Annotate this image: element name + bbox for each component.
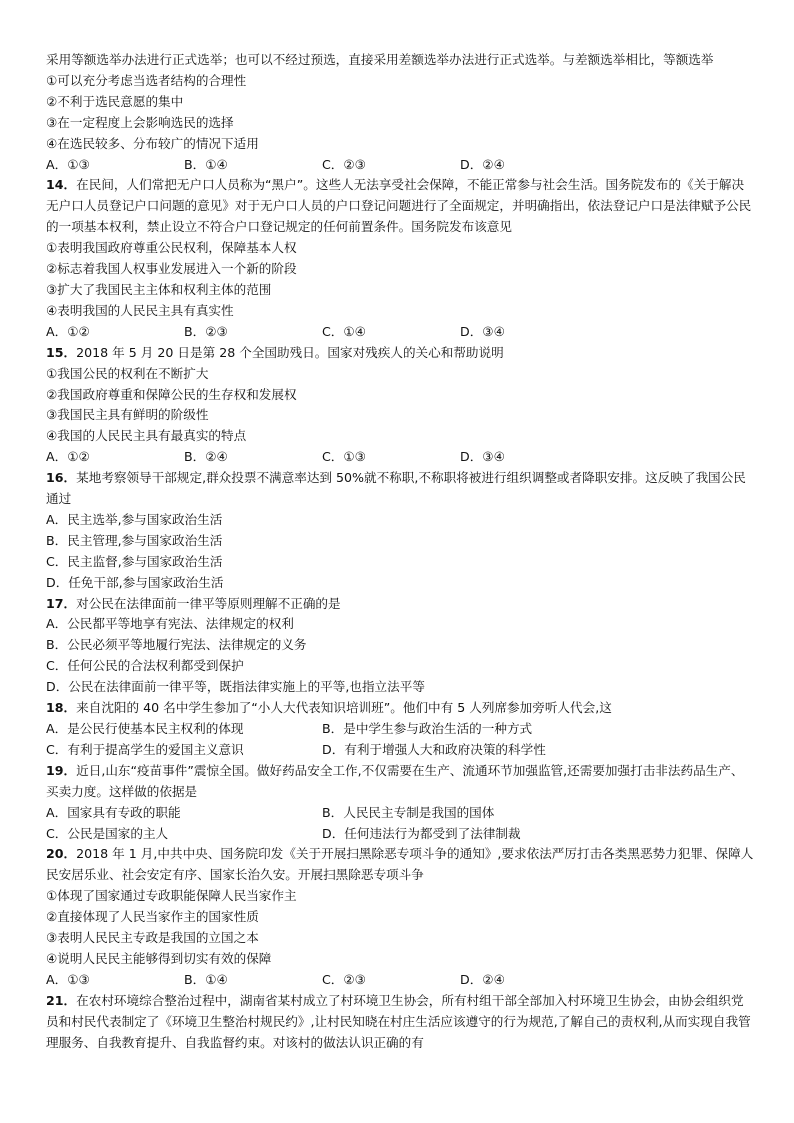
statement-2: ②我国政府尊重和保障公民的生存权和发展权 [46, 386, 297, 402]
option-a: A．①② [46, 449, 90, 465]
question-21 [46, 991, 756, 1054]
question-stem: 某地考察领导干部规定,群众投票不满意率达到 50%就不称职,不称职将被进行组织调整或者降职安排。这反映了我国公民通过 [46, 470, 746, 507]
answer-options [46, 155, 756, 176]
question-20 [46, 844, 756, 886]
option-c: C．①③ [322, 449, 366, 465]
question-stem: 在民间，人们常把无户口人员称为“黑户”。这些人无法享受社会保障，不能正常参与社会生活。国务院发布的《关于解决无户口人员登记户口问题的意见》对于无户口人员的户口登记问题进行了全面规定，并明确指出，依法登记户口是法律赋予公民的一项基本权利，禁止设立不符合户口登记规定的任何前置条件。国务院发布该意见 [46, 177, 752, 235]
option-c: C．②③ [322, 971, 366, 987]
option-b: B．①④ [184, 156, 228, 172]
option-c: C．民主监督,参与国家政治生活 [46, 553, 223, 569]
statement-4: ④我国的人民民主具有最真实的特点 [46, 428, 247, 444]
option-b: B．②④ [184, 449, 228, 465]
option-b: B．①④ [184, 971, 228, 987]
statement-1: ①可以充分考虑当选者结构的合理性 [46, 72, 247, 88]
option-c: C．任何公民的合法权利都受到保护 [46, 658, 244, 674]
statement-2: ②不利于选民意愿的集中 [46, 93, 184, 109]
option-a: A．①③ [46, 156, 90, 172]
option-a: A．国家具有专政的职能 [46, 804, 181, 820]
question-14 [46, 175, 756, 238]
option-a: A．民主选举,参与国家政治生活 [46, 511, 223, 527]
question-number: 18． [46, 700, 77, 716]
question-stem: 近日,山东“疫苗事件”震惊全国。做好药品安全工作,不仅需要在生产、流通环节加强监管,还需要加强打击非法药品生产、买卖力度。这样做的依据是 [46, 762, 744, 799]
statement-3: ③表明人民民主专政是我国的立国之本 [46, 930, 259, 946]
question-number: 14． [46, 177, 77, 193]
answer-options-row-1 [46, 719, 756, 740]
option-b: B．②③ [184, 323, 228, 339]
question-18 [46, 698, 756, 719]
question-number: 20． [46, 846, 77, 862]
question-number: 19． [46, 762, 77, 778]
statement-4: ④说明人民民主能够得到切实有效的保障 [46, 950, 272, 966]
option-d: D．公民在法律面前一律平等，既指法律实施上的平等,也指立法平等 [46, 679, 425, 695]
answer-options-row-2 [46, 824, 756, 845]
option-d: D．③④ [460, 323, 505, 339]
option-d: D．②④ [460, 156, 505, 172]
option-c: C．公民是国家的主人 [46, 825, 169, 841]
question-17 [46, 594, 756, 615]
option-d: D．任免干部,参与国家政治生活 [46, 574, 224, 590]
statement-2: ②直接体现了人民当家作主的国家性质 [46, 909, 259, 925]
question-15 [46, 343, 756, 364]
statement-1: ①体现了国家通过专政职能保障人民当家作主 [46, 888, 297, 904]
question-number: 15． [46, 344, 77, 360]
option-d: D．有利于增强人大和政府决策的科学性 [322, 741, 546, 757]
question-number: 16． [46, 470, 77, 486]
statement-3: ③扩大了我国民主主体和权利主体的范围 [46, 281, 272, 297]
option-c: C．②③ [322, 156, 366, 172]
statement-4: ④在选民较多、分布较广的情况下适用 [46, 135, 259, 151]
option-c: C．有利于提高学生的爱国主义意识 [46, 741, 244, 757]
statement-4: ④表明我国的人民民主具有真实性 [46, 302, 234, 318]
answer-options [46, 970, 756, 991]
question-stem: 在农村环境综合整治过程中，湖南省某村成立了村环境卫生协会，所有村组干部全部加入村环境卫生协会，由协会组织党员和村民代表制定了《环境卫生整治村规民约》,让村民知晓在村庄生活应该遵守的行为规范,了解自己的责权利,从而实现自我管理服务、自我教育提升、自我监督约束。对该村的做法认识正确的有 [46, 992, 751, 1050]
option-d: D．②④ [460, 971, 505, 987]
question-19 [46, 761, 756, 803]
statement-1: ①我国公民的权利在不断扩大 [46, 365, 209, 381]
question-stem: 对公民在法律面前一律平等原则理解不正确的是 [76, 595, 341, 611]
statement-1: ①表明我国政府尊重公民权利，保障基本人权 [46, 240, 297, 256]
option-a: A．是公民行使基本民主权利的体现 [46, 721, 244, 736]
answer-options-row-2 [46, 740, 756, 761]
option-c: C．①④ [322, 323, 366, 339]
statement-2: ②标志着我国人权事业发展进入一个新的阶段 [46, 261, 297, 277]
option-b: B．公民必须平等地履行宪法、法律规定的义务 [46, 637, 307, 653]
option-b: B．民主管理,参与国家政治生活 [46, 532, 223, 548]
option-b: B．人民民主专制是我国的国体 [322, 804, 495, 820]
option-a: A．公民都平等地享有宪法、法律规定的权利 [46, 616, 294, 632]
statement-3: ③我国民主具有鲜明的阶级性 [46, 407, 209, 423]
option-a: A．①③ [46, 971, 90, 987]
question-stem: 来自沈阳的 40 名中学生参加了“小人大代表知识培训班”。他们中有 5 人列席参加旁听人代会,这 [76, 700, 612, 716]
exam-page [46, 50, 756, 1054]
statement-3: ③在一定程度上会影响选民的选择 [46, 114, 234, 130]
answer-options-row-1 [46, 803, 756, 824]
question-stem: 2018 年 5 月 20 日是第 28 个全国助残日。国家对残疾人的关心和帮助说明 [76, 344, 504, 360]
option-a: A．①② [46, 323, 90, 339]
question-number: 17． [46, 595, 77, 611]
option-b: B．是中学生参与政治生活的一种方式 [322, 721, 533, 736]
option-d: D．任何违法行为都受到了法律制裁 [322, 825, 521, 841]
option-d: D．③④ [460, 449, 505, 465]
question-number: 21． [46, 992, 77, 1008]
question-stem: 2018 年 1 月,中共中央、国务院印发《关于开展扫黑除恶专项斗争的通知》,要求依法严厉打击各类黑恶势力犯罪、保障人民安居乐业、社会安定有序、国家长治久安。开展扫黑除恶专项斗争 [46, 846, 754, 883]
question-16 [46, 468, 756, 510]
question-13-continued: 采用等额选举办法进行正式选举；也可以不经过预选，直接采用差额选举办法进行正式选举。与差额选举相比，等额选举 [46, 52, 714, 67]
answer-options [46, 322, 756, 343]
answer-options [46, 447, 756, 468]
